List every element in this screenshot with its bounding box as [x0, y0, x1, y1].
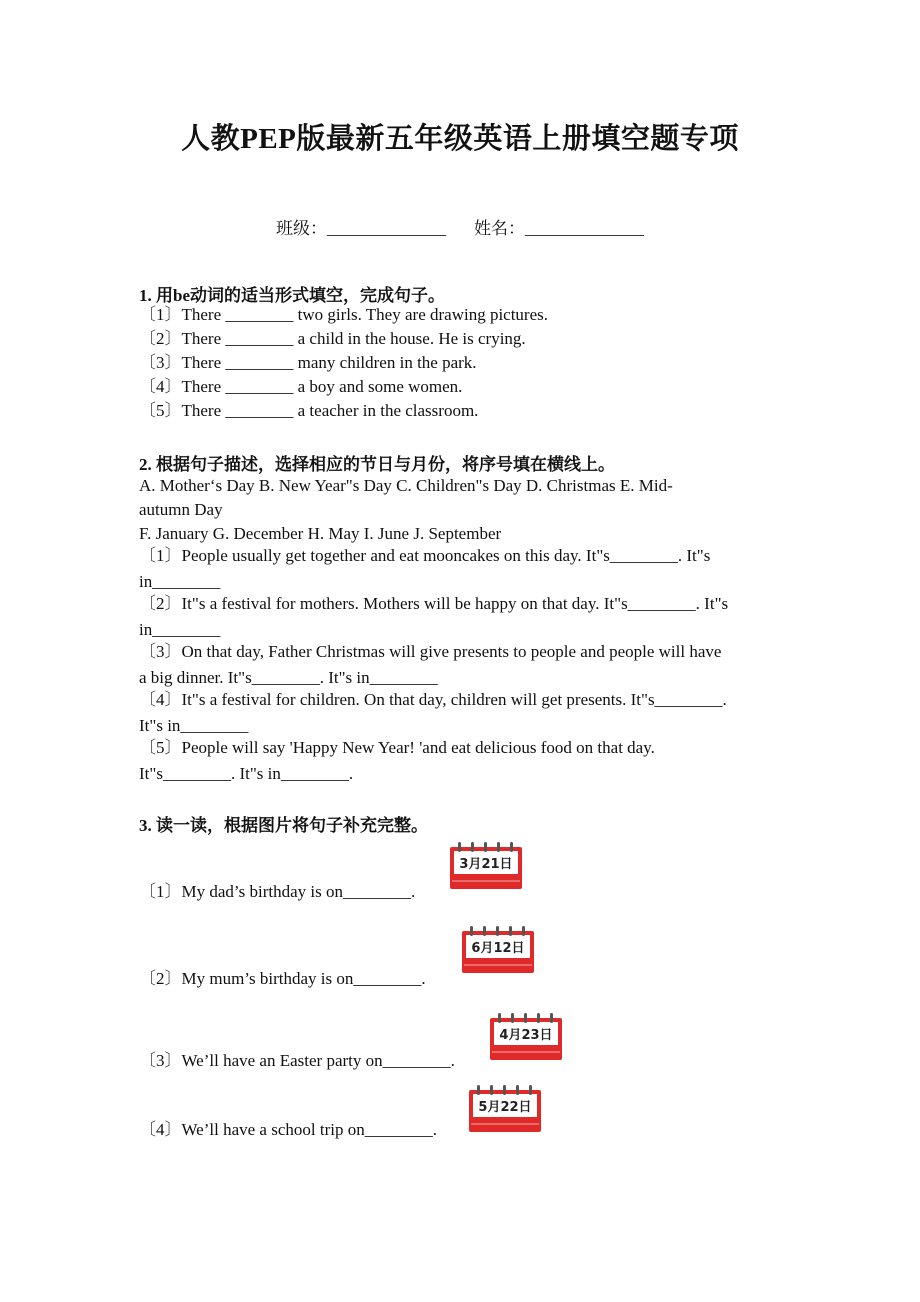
class-blank: ______________: [327, 219, 446, 238]
name-label: 姓名：: [474, 219, 525, 238]
student-info: [0, 214, 920, 239]
section2-line: 〔1〕People usually get together and eat mooncakes on this day. It"s________. It"s: [139, 546, 711, 565]
section2-line: 〔5〕People will say 'Happy New Year! 'and eat delicious food on that day.: [139, 738, 655, 757]
section1-item: 〔2〕There ________ a child in the house. He is crying.: [139, 329, 526, 348]
section1-item: 〔4〕There ________ a boy and some women.: [139, 377, 463, 396]
class-label: 班级：: [276, 219, 327, 238]
calendar-date: 5月22日: [478, 1100, 532, 1115]
page-title: 人教PEP版最新五年级英语上册填空题专项: [181, 123, 739, 155]
section3-heading: 3. 读一读，根据图片将句子补充完整。: [139, 816, 428, 835]
calendar-date: 6月12日: [471, 941, 525, 956]
section2-options: F. January G. December H. May I. June J. September: [139, 524, 502, 543]
section2-line: 〔4〕It"s a festival for children. On that day, children will get presents. It"s________.: [139, 690, 727, 709]
calendar-icon: [447, 840, 525, 892]
section3-item: 〔1〕My dad’s birthday is on________.: [139, 882, 416, 901]
calendar-icon: [459, 924, 537, 976]
section2-heading: 2. 根据句子描述，选择相应的节日与月份，将序号填在横线上。: [139, 455, 615, 474]
section2-line: It"s________. It"s in________.: [139, 764, 354, 783]
name-blank: ______________: [525, 219, 644, 238]
section2-line: It"s in________: [139, 716, 249, 735]
calendar-date: 3月21日: [459, 857, 513, 872]
section2-line: in________: [139, 620, 221, 639]
section3-item: 〔2〕My mum’s birthday is on________.: [139, 969, 426, 988]
section1-item: 〔1〕There ________ two girls. They are drawing pictures.: [139, 305, 549, 324]
section1-item: 〔3〕There ________ many children in the park.: [139, 353, 477, 372]
section2-line: a big dinner. It"s________. It"s in________: [139, 668, 438, 687]
section3-item: 〔3〕We’ll have an Easter party on________.: [139, 1051, 455, 1070]
section2-line: 〔3〕On that day, Father Christmas will give presents to people and people will have: [139, 642, 722, 661]
section2-options: A. Mother‘s Day B. New Year"s Day C. Children"s Day D. Christmas E. Mid-: [139, 476, 673, 495]
calendar-date: 4月23日: [499, 1028, 553, 1043]
section2-line: in________: [139, 572, 221, 591]
section1-heading: 1. 用be动词的适当形式填空，完成句子。: [139, 286, 445, 305]
section1-item: 〔5〕There ________ a teacher in the classroom.: [139, 401, 479, 420]
calendar-icon: [487, 1011, 565, 1063]
section3-item: 〔4〕We’ll have a school trip on________.: [139, 1120, 437, 1139]
calendar-icon: [466, 1083, 544, 1135]
section2-line: 〔2〕It"s a festival for mothers. Mothers will be happy on that day. It"s________. It"s: [139, 594, 729, 613]
section2-options: autumn Day: [139, 500, 223, 519]
